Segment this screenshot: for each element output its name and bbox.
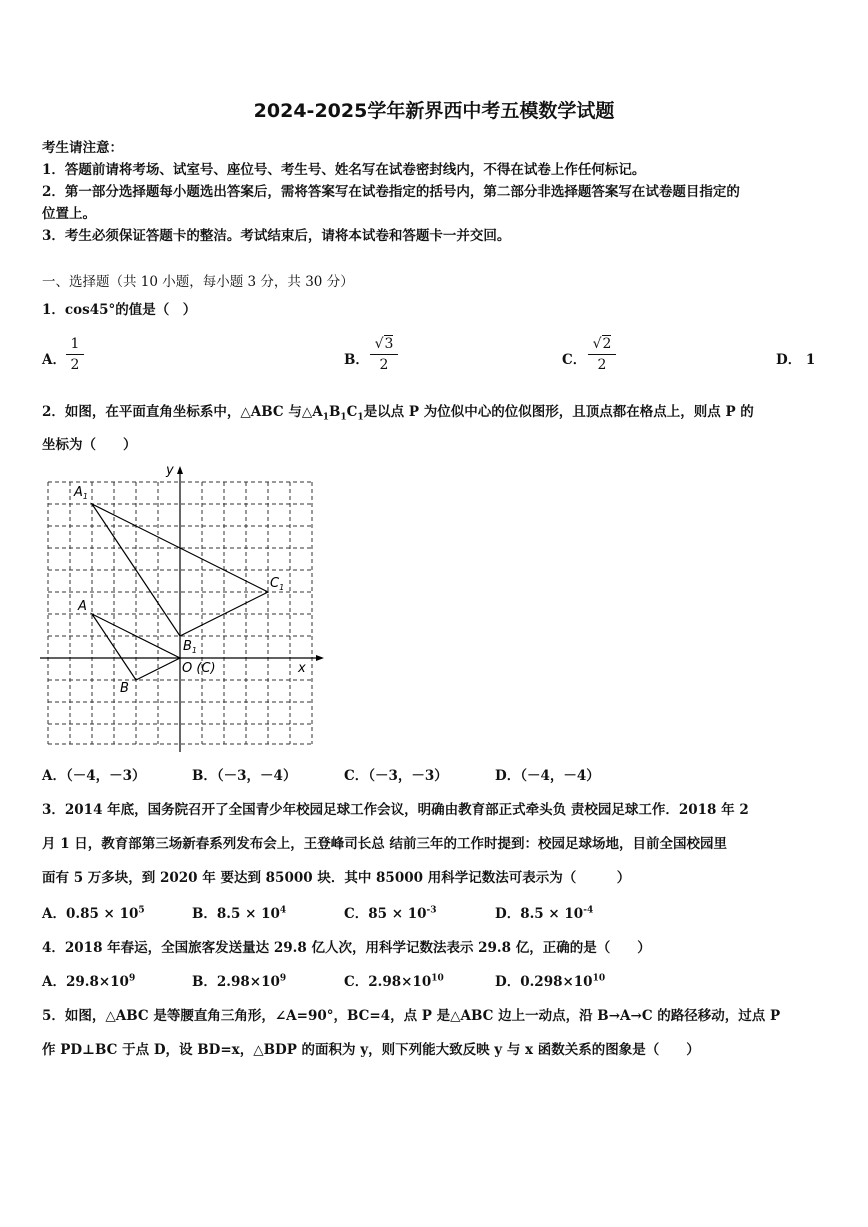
q3-line-2: 月 1 日，教育部第三场新春系列发布会上，王登峰司长总 结前三年的工作时提到：校园足球场地，目前全国校园里 [42,836,727,852]
q4-option-b: B．$2.98\times 10^9$ [192,973,287,990]
notice-item-1: 1．答题前请将考场、试室号、座位号、考生号、姓名写在试卷密封线内，不得在试卷上作任何标记。 [42,162,646,178]
q1-option-d: D． 1 [776,352,816,368]
notice-item-3: 3．考生必须保证答题卡的整洁。考试结束后，请将本试卷和答题卡一并交回。 [42,228,511,244]
q1-b-radicand: 3 [384,336,394,352]
q3-line-1: 3．2014 年底，国务院召开了全国青少年校园足球工作会议，明确由教育部正式牵头负 责校园足球工作．2018 年 2 [42,802,749,818]
q1-c-denominator: 2 [597,357,607,373]
section-heading: 一、选择题（共 10 小题，每小题 3 分，共 30 分） [42,274,354,290]
q4-option-a: A．$29.8\times 10^9$ [42,973,136,990]
label-b: B [120,681,129,696]
page-title: 2024-2025学年新界西中考五模数学试题 [253,100,615,122]
q1-option-a-fraction [66,336,84,373]
q1-a-numerator: 1 [70,336,80,352]
q3-line-3: 面有 5 万多块，到 2020 年 要达到 85000 块．其中 85000 用科学记数法可表示为（ ） [42,870,631,886]
q1-option-b-fraction: √3 2 [370,336,398,373]
notice-item-2-cont: 位置上。 [42,206,96,222]
q1-a-denominator: 2 [70,357,80,373]
y-axis-label: y [166,463,174,478]
q2-option-a: A．（－4，－3） [42,768,146,784]
x-axis-label: x [298,661,306,676]
q3-option-b: B．$8.5 \times 10^4$ [192,905,287,922]
label-a: A [78,599,87,614]
notice-heading: 考生请注意： [42,140,123,156]
q5-line-2: 作 PD⊥BC 于点 D，设 BD=x，△BDP 的面积为 y，则下列能大致反映 y 与 x 函数关系的图象是（ ） [42,1042,700,1058]
q3-option-d: D．$8.5 \times 10^{-4}$ [495,905,594,922]
q4-stem: 4．2018 年春运，全国旅客发送量达 29.8 亿人次，用科学记数法表示 29.8 亿，正确的是（ ） [42,940,651,956]
q1-option-c-fraction: √2 2 [588,336,616,373]
q4-option-d: D．$0.298\times 10^{10}$ [495,973,606,990]
q1-stem: 1．cos45°的值是（ ） [42,302,197,318]
q2-option-c: C．（－3，－3） [344,768,448,784]
label-origin-c: O (C) [182,661,216,676]
q1-b-denominator: 2 [379,357,389,373]
x-axis-arrow-icon [316,655,324,661]
q3-option-c: C．$85 \times 10^{-3}$ [344,905,437,922]
q1-option-c-label: C． [562,352,587,368]
label-b1: $B_1$ [183,639,198,655]
notice-item-2: 2．第一部分选择题每小题选出答案后，需将答案写在试卷指定的括号内，第二部分非选择题答案写在试卷题目指定的 [42,184,740,200]
q2-stem: 2．如图，在平面直角坐标系中，△ABC 与$\triangle A_1B_1C_1$是以点 P 为位似中心的位似图形，且顶点都在格点上，则点 P 的 [42,404,754,423]
q5-line-1: 5．如图，△ABC 是等腰直角三角形，∠A=90°，BC=4，点 P 是△ABC 边上一动点，沿 B→A→C 的路径移动，过点 P [42,1008,781,1024]
q2-option-b: B．（－3，－4） [192,768,297,784]
y-axis-arrow-icon [177,466,183,474]
q1-c-radicand: 2 [602,336,612,352]
q2-coordinate-figure [40,460,330,752]
q4-option-c: C．$2.98\times 10^{10}$ [344,973,444,990]
q3-option-a: A．$0.85 \times 10^5$ [42,905,145,922]
label-a1: $A_1$ [74,485,88,501]
label-c1: $C_1$ [270,576,285,592]
q1-option-b-label: B． [344,352,369,368]
q1-option-a-label: A． [42,352,66,368]
q2-option-d: D．（－4，－4） [495,768,600,784]
q2-stem-line2: 坐标为（ ） [42,437,137,453]
